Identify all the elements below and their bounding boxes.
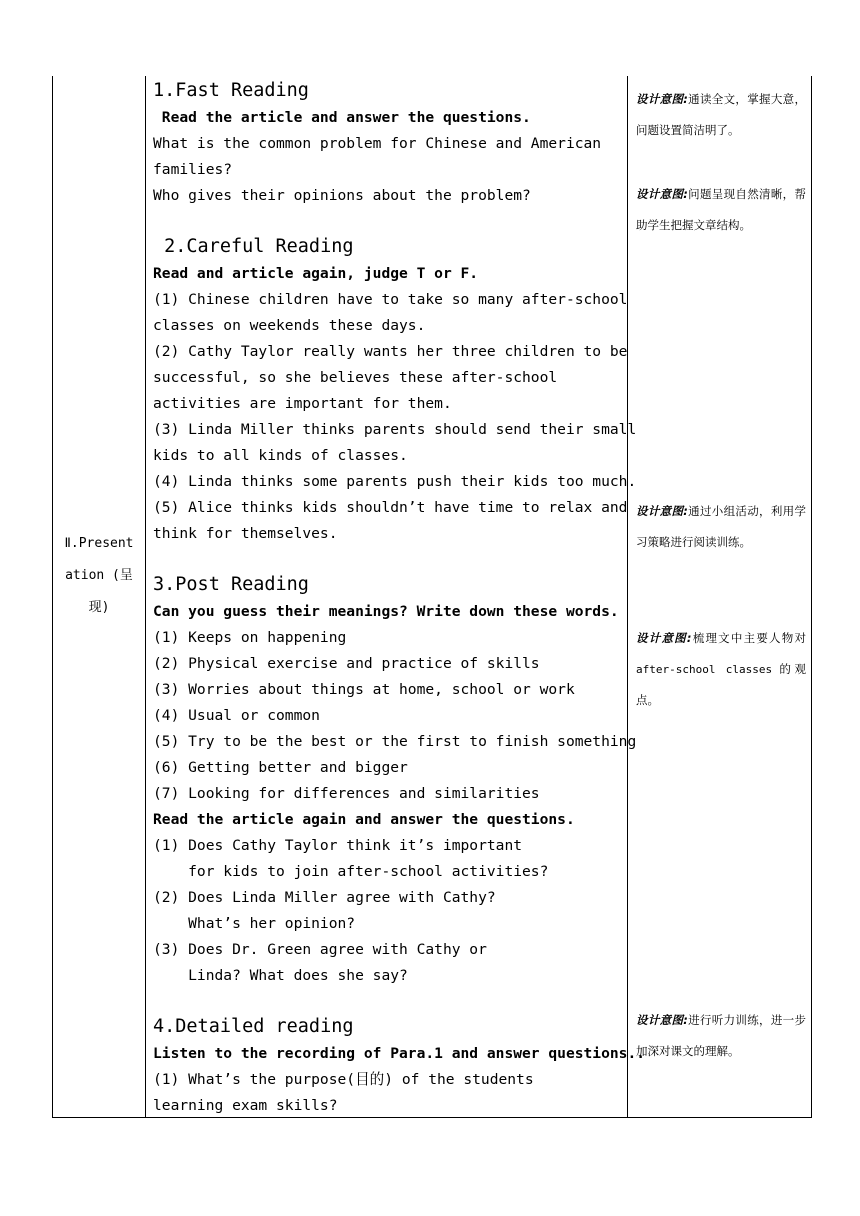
instruction: Read and article again, judge T or F.: [153, 265, 479, 282]
question-line: (3) Does Dr. Green agree with Cathy or: [153, 941, 487, 958]
question-line: learning exam skills?: [153, 1097, 338, 1114]
note-text: after-school classes: [636, 663, 773, 676]
note-label: 设计意图:: [636, 187, 688, 201]
question-line: (1) Does Cathy Taylor think it’s important: [153, 837, 523, 854]
statement-line: classes on weekends these days.: [153, 317, 426, 334]
note-label: 设计意图:: [636, 504, 688, 518]
statement-line: successful, so she believes these after-school: [153, 369, 558, 386]
word-definition: (5) Try to be the best or the first to finish something: [153, 733, 637, 750]
statement-line: (4) Linda thinks some parents push their kids too much.: [153, 473, 637, 490]
stage-label-line: ation (呈: [65, 568, 133, 583]
statement-line: (3) Linda Miller thinks parents should send their small: [153, 421, 637, 438]
stage-label-line: Ⅱ.Present: [64, 536, 134, 551]
question-line: Linda? What does she say?: [153, 967, 408, 984]
note-text: 问题呈现自然清晰，帮助学生把握文章结构。: [636, 187, 806, 232]
design-note: [636, 179, 806, 241]
statement-line: (5) Alice thinks kids shouldn’t have time to relax and: [153, 499, 628, 516]
instruction: Listen to the recording of Para.1 and answer questions..: [153, 1045, 646, 1062]
design-note: [636, 84, 806, 146]
design-note: [636, 623, 806, 716]
instruction: Can you guess their meanings? Write down these words.: [153, 603, 619, 620]
section-heading: 4.Detailed reading: [153, 1016, 354, 1037]
stage-label-line: 现): [88, 600, 110, 615]
word-definition: (1) Keeps on happening: [153, 629, 347, 646]
statement-line: (1) Chinese children have to take so many after-school: [153, 291, 628, 308]
word-definition: (3) Worries about things at home, school or work: [153, 681, 575, 698]
note-label: 设计意图:: [636, 92, 688, 106]
statement-line: think for themselves.: [153, 525, 338, 542]
statement-line: kids to all kinds of classes.: [153, 447, 408, 464]
section-heading: 1.Fast Reading: [153, 80, 309, 101]
stage-column: [53, 76, 145, 1117]
section-heading: 3.Post Reading: [153, 574, 309, 595]
note-text: 的观点。: [636, 662, 807, 707]
instruction: Read the article again and answer the questions.: [153, 811, 575, 828]
lesson-plan-table: [52, 76, 812, 1118]
section-heading: 2.Careful Reading: [153, 236, 354, 257]
word-definition: (6) Getting better and bigger: [153, 759, 408, 776]
design-note: [636, 496, 806, 558]
word-definition: (4) Usual or common: [153, 707, 320, 724]
stage-label: [53, 528, 145, 624]
note-text: 进行听力训练，进一步加深对课文的理解。: [636, 1013, 806, 1058]
word-definition: (2) Physical exercise and practice of skills: [153, 655, 540, 672]
question-line: Who gives their opinions about the problem?: [153, 187, 531, 204]
statement-line: activities are important for them.: [153, 395, 452, 412]
statement-line: (2) Cathy Taylor really wants her three children to be: [153, 343, 628, 360]
question-line: families?: [153, 161, 233, 178]
activity-column: [146, 76, 646, 1117]
note-label: 设计意图:: [636, 631, 692, 645]
question-line: (1) What’s the purpose(目的) of the students: [153, 1071, 534, 1088]
note-label: 设计意图:: [636, 1013, 688, 1027]
instruction: Read the article and answer the questions.: [153, 109, 531, 126]
question-line: What’s her opinion?: [153, 915, 356, 932]
word-definition: (7) Looking for differences and similarities: [153, 785, 540, 802]
question-line: (2) Does Linda Miller agree with Cathy?: [153, 889, 496, 906]
question-line: What is the common problem for Chinese and American: [153, 135, 602, 152]
note-text: 通读全文，掌握大意，问题设置简洁明了。: [636, 92, 806, 137]
design-note: [636, 1005, 806, 1067]
design-intent-column: [628, 76, 811, 1117]
question-line: for kids to join after-school activities?: [153, 863, 549, 880]
note-text: 梳理文中主要人物对: [691, 631, 807, 645]
note-text: 通过小组活动，利用学习策略进行阅读训练。: [636, 504, 806, 549]
